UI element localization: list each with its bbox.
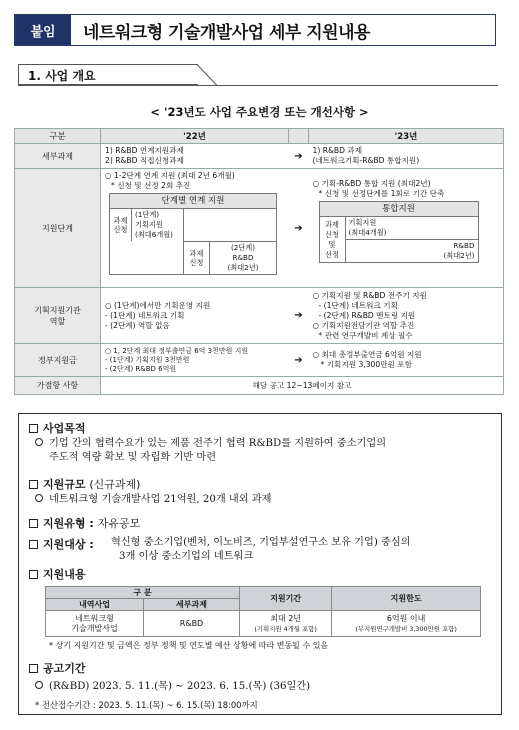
cat-task: 세부과제: [15, 144, 101, 169]
role-2022: [101, 288, 289, 344]
stage-2023: [309, 169, 504, 288]
fund-2022: [101, 344, 289, 377]
cell-text: (기획지원 4개월 포함): [254, 624, 317, 633]
cell-text: 기술개발사업: [71, 623, 118, 633]
cell-limit: [332, 611, 481, 637]
diagram-stage1: [345, 217, 478, 240]
cat-role: 기획지원기관 역할: [15, 288, 101, 344]
cell-text: (무지원연구개발비 3,300만원 포함): [355, 624, 457, 633]
diagram-text: (최대6개월): [135, 230, 173, 239]
checkbox-square-icon: [29, 480, 38, 489]
header-banner: [14, 14, 496, 46]
row-fund: [15, 344, 504, 377]
diagram-blank: [184, 209, 277, 242]
scale-text: 네트워크형 기술개발사업 21억원, 20개 내외 과제: [35, 493, 272, 507]
stage-2022-diagram: [109, 193, 277, 275]
role-2023-line: - (1단계) 네트워크 기획: [318, 300, 398, 310]
stage-2023-diagram: [319, 201, 479, 263]
role-2022-line: ○ (1단계)에서만 기획운영 지원: [105, 300, 211, 310]
diagram-text: 기획지원: [135, 220, 163, 229]
changes-subheading: < '23년도 사업 주요변경 또는 개선사항 >: [150, 105, 369, 119]
diagram-text: (2단계): [230, 242, 256, 252]
col-2023: '23년: [309, 129, 504, 144]
fund-2022-line: - (2단계) R&BD 6억원: [105, 364, 177, 373]
task-2023-line: (네트워크기획-R&BD 통합지원): [312, 156, 420, 165]
role-2023: [309, 288, 504, 344]
cat-bonus: 가점항 사항: [15, 377, 101, 395]
scale-heading: 지원규모 (신규과제): [29, 476, 140, 492]
role-2022-line: - (2단계) 역할 없음: [105, 320, 170, 330]
changes-table: [14, 128, 504, 395]
diagram-text: 기획지원: [348, 218, 377, 227]
row-stage: [15, 169, 504, 288]
period-heading: 공고기간: [29, 660, 86, 676]
th-task: 세부과제: [144, 599, 240, 611]
task-2022: [101, 144, 289, 169]
cell-text: 최대 2년: [270, 613, 302, 623]
stage-2022-line: ○ 1-2단계 연계 지원 (최대 2년 6개월): [105, 171, 235, 180]
checkbox-square-icon: [29, 570, 38, 579]
diagram-stage2: [345, 240, 478, 263]
diagram-text: 신청: [325, 229, 339, 239]
role-2023-line: * 관련 연구개발비 계상 필수: [318, 330, 413, 340]
diagram-apply: [319, 217, 345, 263]
stage-2023-line: ○ 기획-R&BD 통합 지원 (최대2년): [312, 179, 431, 188]
role-2022-line: - (1단계) 네트워크 기획: [105, 310, 185, 320]
fund-2023-line: ○ 최대 총정부출연금 6억원 지원: [312, 350, 422, 359]
role-2023-line: - (2단계) R&BD 멘토링 지원: [318, 310, 416, 320]
circle-bullet-icon: [35, 681, 43, 689]
diagram-text: 및: [328, 239, 336, 249]
period-text: (R&BD) 2023. 5. 11.(목) ~ 2023. 6. 15.(목) (36일간): [35, 680, 310, 694]
ribbon-diagonal: [197, 64, 219, 86]
task-2022-line: 1) R&BD 연계지원과제: [105, 146, 184, 155]
cat-fund: 정부지원금: [15, 344, 101, 377]
fund-2022-line: - (1단계) 기획지원 3천만원: [105, 355, 190, 364]
diagram-title: 통합지원: [319, 202, 478, 217]
stage-2022: [101, 169, 289, 288]
checkbox-square-icon: [29, 519, 38, 528]
bonus-value: 해당 공고 12~13페이지 참고: [101, 377, 504, 395]
fund-2022-line: ○ 1, 2단계 최대 정부출연금 6억 3천만원 지원: [105, 346, 249, 355]
row-task: [15, 144, 504, 169]
document-title: 네트워크형 기술개발사업 세부 지원내용: [83, 22, 370, 43]
diagram-stage2: [210, 241, 277, 274]
checkbox-square-icon: [29, 540, 38, 549]
arrow-icon: ➔: [289, 344, 309, 377]
checkbox-square-icon: [29, 664, 38, 673]
role-2023-line: ○ 기획지원전담기관 역할 추진: [312, 320, 415, 330]
target-heading: 지원대상 :: [29, 536, 94, 552]
col-2022: '22년: [101, 129, 289, 144]
diagram-text: (1단계): [135, 210, 160, 219]
role-2023-line: ○ 기획지원 및 R&BD 전주기 지원: [312, 290, 427, 300]
diagram-text: R&BD: [453, 241, 475, 250]
content-note: * 상기 지원기간 및 금액은 정부 정책 및 연도별 예산 상황에 따라 변동될 수 있음: [49, 641, 329, 650]
stage-2022-line: * 신청 및 선정 2회 추진: [111, 181, 191, 190]
task-2022-line: 2) R&BD 직접신청과제: [105, 156, 184, 165]
diagram-text: (최대4개월): [348, 228, 387, 237]
row-bonus: [15, 377, 504, 395]
circle-bullet-icon: [35, 494, 43, 502]
attachment-tag: 붙임: [15, 15, 71, 45]
fund-2023-line: * 기획지원 3,300만원 포함: [320, 360, 412, 369]
cell-period: [240, 611, 332, 637]
arrow-icon: ➔: [289, 169, 309, 288]
cat-stage: 지원단계: [15, 169, 101, 288]
th-period: 지원기간: [240, 587, 332, 611]
cell-task: R&BD: [144, 611, 240, 637]
cell-biz: [46, 611, 144, 637]
purpose-text: 기업 간의 협력수요가 있는 제품 전주기 협력 R&BD를 지원하여 중소기업의 주도적 역량 확보 및 자립화 기반 마련: [35, 437, 386, 465]
changes-header-row: [15, 129, 504, 144]
fund-2023: [309, 344, 504, 377]
diagram-text: (최대2년): [227, 262, 259, 272]
stage-2023-line: * 신청 및 선정단계를 1회로 기간 단축: [318, 189, 445, 198]
circle-bullet-icon: [35, 438, 43, 446]
diagram-apply-2: 과제 신청: [184, 241, 210, 274]
target-text: 혁신형 중소기업(벤처, 이노비즈, 기업부설연구소 보유 기업) 중심의 3개 이상 중소기업의 네트워크: [111, 537, 411, 562]
arrow-icon: ➔: [289, 288, 309, 344]
diagram-text: R&BD: [232, 252, 254, 262]
diagram-text: (최대2년): [443, 251, 475, 260]
section-ribbon: [18, 64, 216, 85]
diagram-title: 단계별 연계 지원: [110, 194, 277, 209]
diagram-stage1: [132, 209, 184, 242]
diagram-blank: [110, 241, 184, 274]
type-heading: 지원유형 : 자유공모: [29, 515, 140, 531]
diagram-apply: 과제 신청: [110, 209, 132, 242]
th-limit: 지원한도: [332, 587, 481, 611]
diagram-text: 선정: [325, 249, 339, 259]
th-biz: 내역사업: [46, 599, 144, 611]
period-note: * 전산접수기간 : 2023. 5. 11.(목) ~ 6. 15.(목) 18:00까지: [35, 700, 258, 710]
arrow-icon: ➔: [289, 144, 309, 169]
checkbox-square-icon: [29, 424, 38, 433]
col-arrow-blank: [289, 129, 309, 144]
content-heading: 지원내용: [29, 566, 86, 582]
details-box: [18, 413, 502, 715]
support-table: [45, 586, 481, 637]
row-role: [15, 288, 504, 344]
purpose-heading: 사업목적: [29, 420, 86, 436]
diagram-text: 과제: [325, 219, 339, 229]
section-label: 1. 사업 개요: [28, 69, 96, 83]
cell-text: 네트워크형: [75, 613, 114, 623]
section-underline: [18, 85, 498, 86]
th-group: 구 분: [46, 587, 240, 599]
cell-text: 6억원 이내: [386, 613, 426, 623]
task-2023-line: 1) R&BD 과제: [312, 146, 363, 155]
col-category: 구분: [15, 129, 101, 144]
task-2023: [309, 144, 504, 169]
